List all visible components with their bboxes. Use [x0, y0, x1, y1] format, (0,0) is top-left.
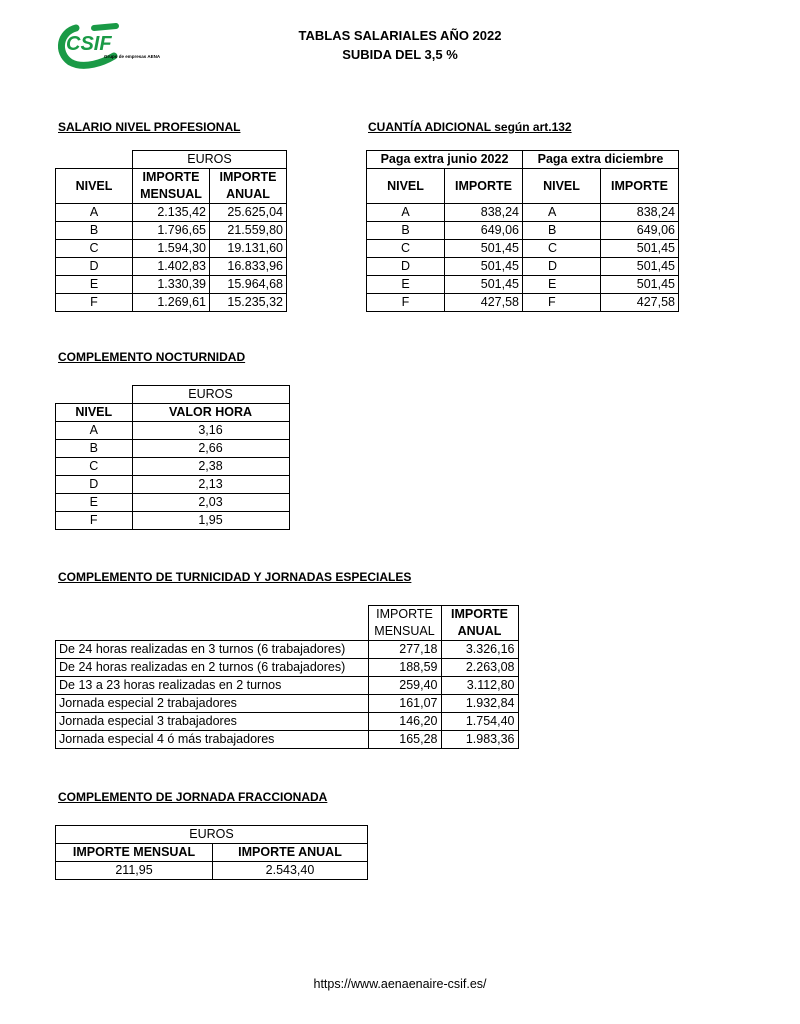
- table-row: [56, 422, 290, 440]
- table-row: [56, 458, 290, 476]
- nocturnidad-table: [55, 385, 290, 530]
- logo-subtext: Grupo de empresas AENA: [104, 54, 161, 59]
- cuantia-importe: 501,45: [445, 258, 523, 276]
- cuantia-col-importe: IMPORTE: [601, 169, 679, 204]
- table-row: [56, 240, 287, 258]
- cuantia-nivel: B: [367, 222, 445, 240]
- cuantia-importe: 501,45: [601, 240, 679, 258]
- nocturnidad-heading: COMPLEMENTO NOCTURNIDAD: [58, 350, 246, 364]
- cuantia-col-nivel: NIVEL: [523, 169, 601, 204]
- salario-nivel: A: [56, 204, 133, 222]
- salario-table: [55, 150, 287, 312]
- turnicidad-col-mensual-line2: MENSUAL: [374, 624, 435, 638]
- page-subtitle: SUBIDA DEL 3,5 %: [342, 47, 458, 62]
- cuantia-nivel: E: [367, 276, 445, 294]
- salario-nivel: E: [56, 276, 133, 294]
- table-row: [56, 494, 290, 512]
- salario-anual: 15.235,32: [210, 294, 287, 312]
- cuantia-nivel: E: [523, 276, 601, 294]
- salario-anual: 21.559,80: [210, 222, 287, 240]
- fraccionada-col-anual: IMPORTE ANUAL: [213, 844, 368, 862]
- nocturnidad-nivel: E: [56, 494, 133, 512]
- turnicidad-col-mensual-line1: IMPORTE: [376, 607, 433, 621]
- cuantia-nivel: C: [367, 240, 445, 258]
- nocturnidad-valor: 2,38: [132, 458, 289, 476]
- nocturnidad-nivel: D: [56, 476, 133, 494]
- salario-anual: 25.625,04: [210, 204, 287, 222]
- nocturnidad-col-valor: VALOR HORA: [132, 404, 289, 422]
- turnicidad-concepto: Jornada especial 3 trabajadores: [56, 713, 369, 731]
- turnicidad-anual: 1.983,36: [441, 731, 518, 749]
- table-row: [56, 204, 287, 222]
- salario-col-anual: IMPORTE ANUAL: [210, 169, 287, 204]
- footer-url[interactable]: https://www.aenaenaire-csif.es/: [313, 977, 487, 991]
- nocturnidad-nivel: F: [56, 512, 133, 530]
- cuantia-importe: 501,45: [601, 258, 679, 276]
- cuantia-importe: 649,06: [601, 222, 679, 240]
- turnicidad-anual: 1.754,40: [441, 713, 518, 731]
- cuantia-diciembre-header: Paga extra diciembre: [523, 151, 679, 169]
- table-row: [56, 862, 368, 880]
- salario-nivel: C: [56, 240, 133, 258]
- fraccionada-heading: COMPLEMENTO DE JORNADA FRACCIONADA: [58, 790, 328, 804]
- cuantia-importe: 427,58: [601, 294, 679, 312]
- fraccionada-euros-header: EUROS: [56, 826, 368, 844]
- table-row: [56, 731, 519, 749]
- salario-anual: 16.833,96: [210, 258, 287, 276]
- turnicidad-concepto: De 24 horas realizadas en 2 turnos (6 trabajadores): [56, 659, 369, 677]
- turnicidad-mensual: 188,59: [368, 659, 441, 677]
- fraccionada-col-mensual: IMPORTE MENSUAL: [56, 844, 213, 862]
- nocturnidad-nivel: C: [56, 458, 133, 476]
- salario-euros-header: EUROS: [133, 151, 287, 169]
- turnicidad-mensual: 165,28: [368, 731, 441, 749]
- turnicidad-anual: 1.932,84: [441, 695, 518, 713]
- cuantia-nivel: D: [367, 258, 445, 276]
- turnicidad-anual: 3.112,80: [441, 677, 518, 695]
- csif-logo: [54, 22, 161, 72]
- cuantia-junio-header: Paga extra junio 2022: [367, 151, 523, 169]
- turnicidad-col-mensual: [368, 606, 441, 641]
- table-row: [56, 713, 519, 731]
- cuantia-importe: 838,24: [601, 204, 679, 222]
- turnicidad-concepto: De 13 a 23 horas realizadas en 2 turnos: [56, 677, 369, 695]
- table-row: [56, 440, 290, 458]
- nocturnidad-valor: 2,66: [132, 440, 289, 458]
- nocturnidad-nivel: B: [56, 440, 133, 458]
- turnicidad-col-anual-line1: IMPORTE: [451, 607, 508, 621]
- table-row: [56, 641, 519, 659]
- table-row: [56, 258, 287, 276]
- cuantia-nivel: F: [367, 294, 445, 312]
- cuantia-importe: 649,06: [445, 222, 523, 240]
- cuantia-nivel: A: [523, 204, 601, 222]
- cuantia-col-importe: IMPORTE: [445, 169, 523, 204]
- turnicidad-col-anual: [441, 606, 518, 641]
- cuantia-nivel: F: [523, 294, 601, 312]
- turnicidad-mensual: 259,40: [368, 677, 441, 695]
- table-row: [56, 677, 519, 695]
- salario-anual: 19.131,60: [210, 240, 287, 258]
- table-row: [367, 276, 679, 294]
- cuantia-nivel: A: [367, 204, 445, 222]
- table-row: [367, 204, 679, 222]
- salario-mensual: 2.135,42: [133, 204, 210, 222]
- salario-anual: 15.964,68: [210, 276, 287, 294]
- cuantia-importe: 501,45: [445, 240, 523, 258]
- fraccionada-table: [55, 825, 368, 880]
- table-row: [56, 695, 519, 713]
- turnicidad-concepto: De 24 horas realizadas en 3 turnos (6 trabajadores): [56, 641, 369, 659]
- cuantia-nivel: C: [523, 240, 601, 258]
- table-row: [56, 222, 287, 240]
- table-row: [56, 512, 290, 530]
- table-row: [56, 659, 519, 677]
- turnicidad-anual: 3.326,16: [441, 641, 518, 659]
- nocturnidad-valor: 3,16: [132, 422, 289, 440]
- table-row: [367, 258, 679, 276]
- salario-col-nivel: NIVEL: [56, 169, 133, 204]
- cuantia-importe: 838,24: [445, 204, 523, 222]
- salario-heading: SALARIO NIVEL PROFESIONAL: [58, 120, 241, 134]
- salario-mensual: 1.402,83: [133, 258, 210, 276]
- nocturnidad-valor: 2,03: [132, 494, 289, 512]
- table-row: [56, 294, 287, 312]
- salario-mensual: 1.330,39: [133, 276, 210, 294]
- cuantia-col-nivel: NIVEL: [367, 169, 445, 204]
- salario-mensual: 1.269,61: [133, 294, 210, 312]
- table-row: [367, 240, 679, 258]
- nocturnidad-col-nivel: NIVEL: [56, 404, 133, 422]
- turnicidad-mensual: 161,07: [368, 695, 441, 713]
- nocturnidad-valor: 2,13: [132, 476, 289, 494]
- table-row: [367, 222, 679, 240]
- salario-nivel: D: [56, 258, 133, 276]
- table-row: [56, 476, 290, 494]
- salario-col-mensual: IMPORTE MENSUAL: [133, 169, 210, 204]
- turnicidad-table: [55, 605, 519, 749]
- cuantia-importe: 501,45: [601, 276, 679, 294]
- turnicidad-col-anual-line2: ANUAL: [457, 624, 502, 638]
- cuantia-importe: 501,45: [445, 276, 523, 294]
- salario-nivel: B: [56, 222, 133, 240]
- cuantia-heading: CUANTÍA ADICIONAL según art.132: [368, 120, 572, 134]
- turnicidad-anual: 2.263,08: [441, 659, 518, 677]
- table-row: [56, 276, 287, 294]
- turnicidad-mensual: 277,18: [368, 641, 441, 659]
- page-title: TABLAS SALARIALES AÑO 2022: [298, 28, 502, 43]
- csif-logo-graphic: [54, 22, 161, 72]
- nocturnidad-euros-header: EUROS: [132, 386, 289, 404]
- cuantia-nivel: D: [523, 258, 601, 276]
- salario-nivel: F: [56, 294, 133, 312]
- salario-mensual: 1.594,30: [133, 240, 210, 258]
- nocturnidad-nivel: A: [56, 422, 133, 440]
- fraccionada-mensual: 211,95: [56, 862, 213, 880]
- table-row: [367, 294, 679, 312]
- salario-mensual: 1.796,65: [133, 222, 210, 240]
- logo-wordmark: CSIF: [66, 33, 112, 55]
- turnicidad-heading: COMPLEMENTO DE TURNICIDAD Y JORNADAS ESPECIALES: [58, 570, 412, 584]
- turnicidad-mensual: 146,20: [368, 713, 441, 731]
- turnicidad-concepto: Jornada especial 2 trabajadores: [56, 695, 369, 713]
- cuantia-table: [366, 150, 679, 312]
- turnicidad-concepto: Jornada especial 4 ó más trabajadores: [56, 731, 369, 749]
- cuantia-nivel: B: [523, 222, 601, 240]
- nocturnidad-valor: 1,95: [132, 512, 289, 530]
- cuantia-importe: 427,58: [445, 294, 523, 312]
- fraccionada-anual: 2.543,40: [213, 862, 368, 880]
